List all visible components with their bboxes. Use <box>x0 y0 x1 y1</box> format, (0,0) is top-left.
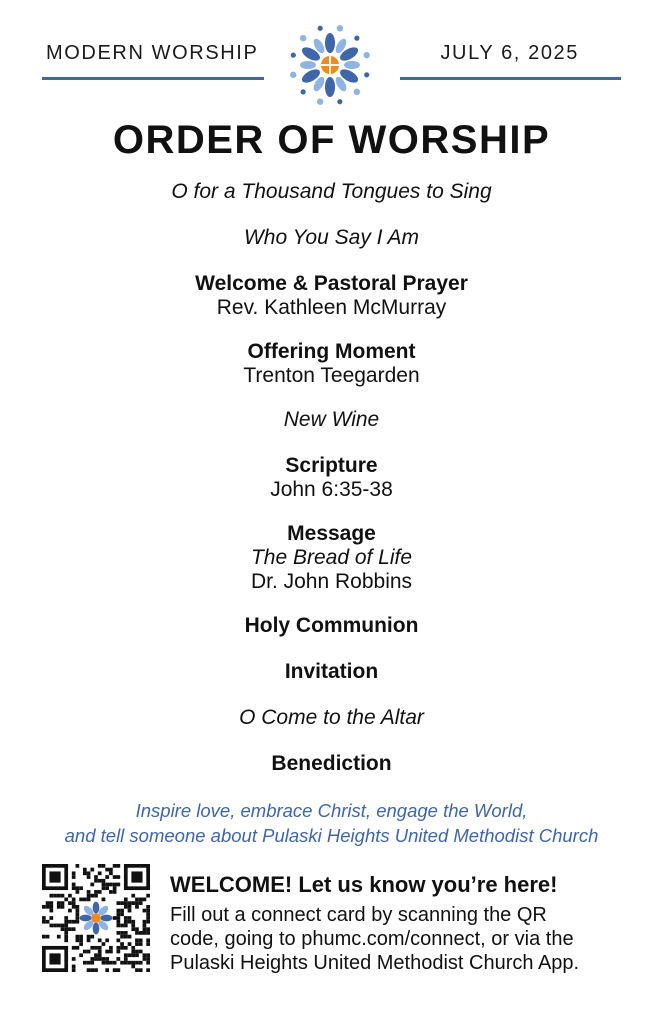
worship-item <box>0 752 663 776</box>
tagline-line-1: Inspire love, embrace Christ, engage the World, <box>135 800 528 821</box>
song-title: The Bread of Life <box>250 546 413 569</box>
worship-item <box>0 226 663 250</box>
service-date: JULY 6, 2025 <box>440 42 579 64</box>
worship-item <box>0 340 663 388</box>
item-heading: Invitation <box>284 660 379 683</box>
welcome-line-3: Pulaski Heights United Methodist Church App. <box>170 952 580 974</box>
worship-item <box>0 706 663 730</box>
header-rule-left <box>42 77 264 80</box>
order-of-worship-list <box>0 180 663 776</box>
worship-item <box>0 408 663 432</box>
item-heading: Benediction <box>271 752 392 775</box>
song-title: O for a Thousand Tongues to Sing <box>171 180 492 203</box>
worship-item <box>0 454 663 502</box>
service-name: MODERN WORSHIP <box>46 42 259 64</box>
item-detail: Dr. John Robbins <box>250 570 413 593</box>
page-title: ORDER OF WORSHIP <box>112 118 551 162</box>
song-title: O Come to the Altar <box>239 706 424 729</box>
header <box>0 0 663 110</box>
item-heading: Offering Moment <box>247 340 416 363</box>
welcome-heading: WELCOME! Let us know you’re here! <box>170 872 558 897</box>
item-heading: Message <box>287 522 376 545</box>
item-detail: John 6:35-38 <box>270 478 393 501</box>
worship-item <box>0 180 663 204</box>
worship-item <box>0 522 663 594</box>
welcome-line-1: Fill out a connect card by scanning the QR <box>170 904 547 926</box>
header-rule-right <box>400 77 621 80</box>
worship-item <box>0 272 663 320</box>
flower-cross-logo-icon <box>285 20 375 110</box>
worship-item <box>0 660 663 684</box>
song-title: Who You Say I Am <box>243 226 420 249</box>
song-title: New Wine <box>283 408 380 431</box>
tagline-line-2: and tell someone about Pulaski Heights United Methodist Church <box>64 825 599 846</box>
qr-code-icon[interactable] <box>42 864 150 972</box>
mission-tagline <box>0 798 663 848</box>
worship-item <box>0 614 663 638</box>
item-heading: Scripture <box>285 454 378 477</box>
item-heading: Welcome & Pastoral Prayer <box>195 272 468 295</box>
item-detail: Trenton Teegarden <box>243 364 420 387</box>
welcome-instructions <box>170 903 640 975</box>
item-detail: Rev. Kathleen McMurray <box>216 296 447 319</box>
item-heading: Holy Communion <box>244 614 419 637</box>
welcome-line-2: code, going to phumc.com/connect, or via the <box>170 928 574 950</box>
